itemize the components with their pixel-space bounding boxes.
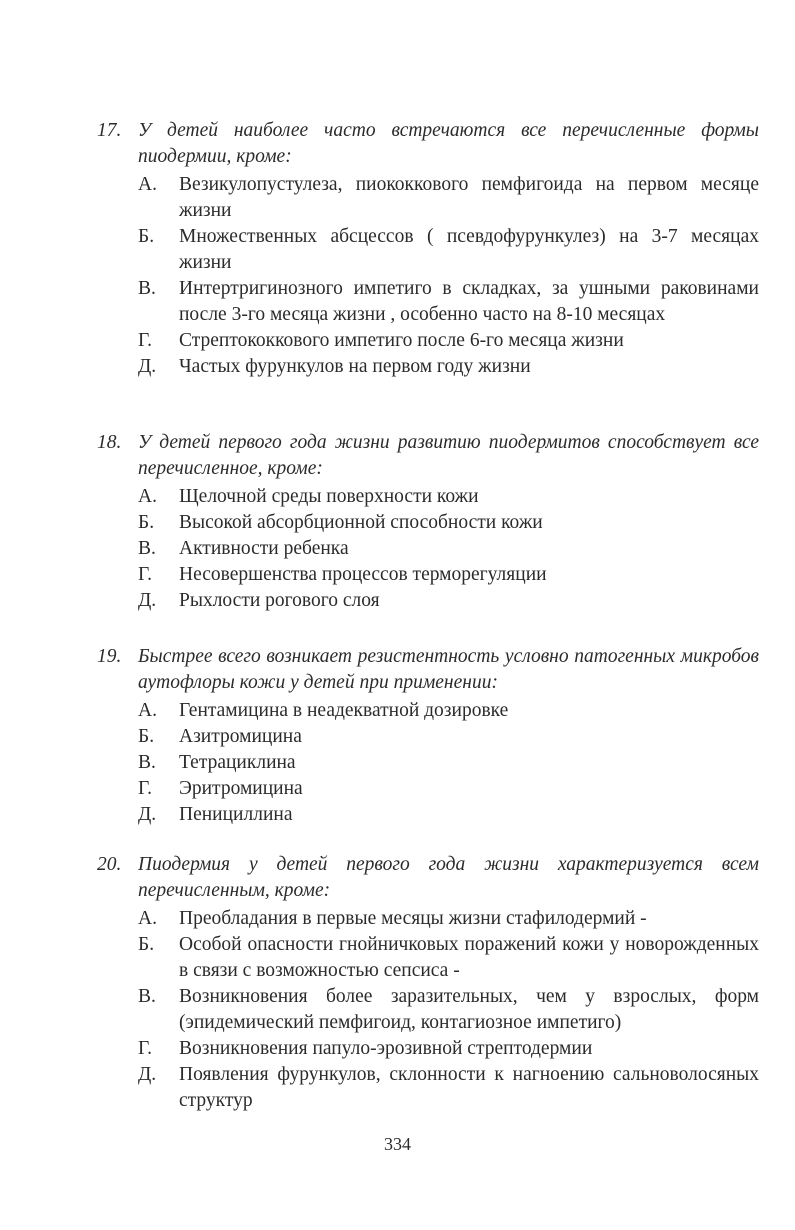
question-heading [97,644,759,696]
option-text: Стрептококкового импетиго после 6-го месяца жизни [179,330,624,351]
option-text: Высокой абсорбционной способности кожи [179,512,543,533]
question-number: 18. [97,432,122,453]
option-text: Активности ребенка [179,538,349,559]
option-letter: Г. [138,778,152,799]
question-19 [97,644,759,828]
option-text: Особой опасности гнойничковых поражений кожи у новорожденных в связи с возможностью сепсиса - [179,934,759,981]
option-text: Появления фурункулов, склонности к нагноению сальноволосяных структур [179,1064,759,1111]
option-text: Тетрациклина [179,752,296,773]
option-letter: Г. [138,330,152,351]
question-number: 20. [97,854,122,875]
option-text: Гентамицина в неадекватной дозировке [179,700,509,721]
option-letter: В. [138,986,156,1007]
option-text: Везикулопустулеза, пиококкового пемфигоида на первом месяце жизни [179,174,759,221]
answer-option [97,562,759,588]
answer-option [97,276,759,328]
question-number: 19. [97,646,122,667]
option-letter: Г. [138,1038,152,1059]
option-text: Азитромицина [179,726,302,747]
answer-option [97,776,759,802]
option-letter: В. [138,278,156,299]
option-text: Множественных абсцессов ( псевдофурункулез) на 3-7 месяцах жизни [179,226,759,273]
option-letter: А. [138,486,157,507]
question-text: У детей первого года жизни развитию пиодермитов способствует все перечисленное, кроме: [138,432,759,479]
option-text: Рыхлости рогового слоя [179,590,380,611]
question-number: 17. [97,120,122,141]
option-letter: Б. [138,934,155,955]
answer-option [97,484,759,510]
option-letter: Б. [138,226,155,247]
option-letter: А. [138,174,157,195]
answer-option [97,328,759,354]
question-20 [97,852,759,1114]
option-letter: Д. [138,1064,157,1085]
option-letter: А. [138,908,157,929]
option-text: Эритромицина [179,778,303,799]
option-text: Щелочной среды поверхности кожи [179,486,479,507]
answer-options [97,906,759,1114]
answer-option [97,750,759,776]
answer-options [97,484,759,614]
answer-options [97,698,759,828]
answer-option [97,1062,759,1114]
question-text: Быстрее всего возникает резистентность условно патогенных микробов аутофлоры кожи у детей при применении: [138,646,759,693]
option-letter: Г. [138,564,152,585]
option-letter: А. [138,700,157,721]
answer-option [97,224,759,276]
answer-options [97,172,759,380]
answer-option [97,906,759,932]
option-text: Интертригинозного импетиго в складках, за ушными раковинами после 3-го месяца жизни , особенно часто на 8-10 месяцах [179,278,759,325]
question-text: У детей наиболее часто встречаются все перечисленные формы пиодермии, кроме: [138,120,759,167]
option-text: Возникновения более заразительных, чем у взрослых, форм (эпидемический пемфигоид, контагиозное импетиго) [179,986,759,1033]
option-letter: Б. [138,726,155,747]
answer-option [97,536,759,562]
answer-option [97,1036,759,1062]
option-text: Частых фурункулов на первом году жизни [179,356,531,377]
answer-option [97,588,759,614]
question-18 [97,430,759,614]
question-17 [97,118,759,380]
answer-option [97,802,759,828]
question-heading [97,852,759,904]
answer-option [97,984,759,1036]
option-text: Возникновения папуло-эрозивной стрептодермии [179,1038,593,1059]
answer-option [97,724,759,750]
answer-option [97,932,759,984]
question-text: Пиодермия у детей первого года жизни характеризуется всем перечисленным, кроме: [138,854,759,901]
answer-option [97,172,759,224]
option-letter: Д. [138,590,157,611]
option-text: Несовершенства процессов терморегуляции [179,564,547,585]
option-letter: Б. [138,512,155,533]
question-heading [97,118,759,170]
answer-option [97,354,759,380]
option-letter: В. [138,538,156,559]
option-text: Преобладания в первые месяцы жизни стафилодермий - [179,908,647,929]
page-number: 334 [384,1134,411,1154]
option-letter: Д. [138,356,157,377]
question-heading [97,430,759,482]
answer-option [97,698,759,724]
option-letter: Д. [138,804,157,825]
option-text: Пенициллина [179,804,293,825]
option-letter: В. [138,752,156,773]
answer-option [97,510,759,536]
